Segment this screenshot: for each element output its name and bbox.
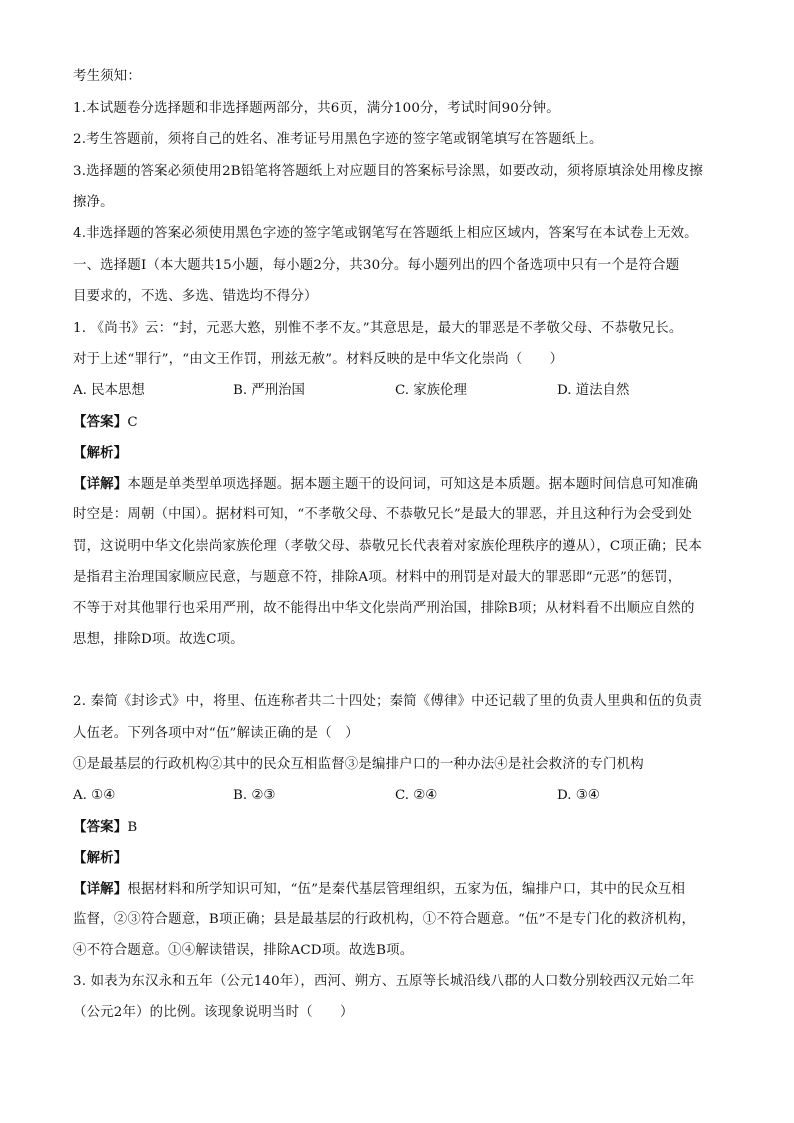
detail-label: 【详解】 <box>73 881 128 897</box>
q2-option-a: A. ①④ <box>73 788 116 803</box>
q2-detail-line2: 监督，②③符合题意，B项正确；县是最基层的行政机构，①不符合题意。“伍”不是专门化的救济机构， <box>73 912 696 927</box>
q1-detail-line6: 思想，排除D项。故选C项。 <box>73 632 244 647</box>
q1-detail-line3: 罚，这说明中华文化崇尚家族伦理（孝敬父母、恭敬兄长代表着对家族伦理秩序的遵从），C项正确；民本 <box>73 539 702 554</box>
section-header-line2: 目要求的，不选、多选、错选均不得分） <box>73 289 318 304</box>
q2-answer <box>73 818 137 837</box>
q1-option-a: A. 民本思想 <box>73 383 145 398</box>
q1-stem-line2: 对于上述“罪行”，“由文王作罚，刑兹无赦”。材料反映的是中华文化崇尚（ ） <box>73 352 564 367</box>
q1-detail-line1: 【详解】本题是单类型单项选择题。据本题主题干的设问词，可知这是本质题。据本题时间信息可知准确 <box>73 476 699 492</box>
q3-stem-line1: 3. 如表为东汉永和五年（公元140年），西河、朔方、五原等长城沿线八郡的人口数分别较西汉元始二年 <box>73 974 695 989</box>
notice-item-1: 1.本试题卷分选择题和非选择题两部分，共6页，满分100分，考试时间90分钟。 <box>73 101 560 116</box>
q1-stem-line1: 1. 《尚书》云：“封，元恶大憝，别惟不孝不友。”其意思是，最大的罪恶是不孝敬父母、不恭敬兄长。 <box>73 321 683 336</box>
notice-item-2: 2.考生答题前，须将自己的姓名、准考证号用黑色字迹的签字笔或钢笔填写在答题纸上。 <box>73 132 603 147</box>
answer-label: 【答案】 <box>73 819 128 835</box>
detail-label: 【详解】 <box>73 476 128 492</box>
q1-answer <box>73 413 138 432</box>
notice-title: 考生须知： <box>73 69 141 84</box>
notice-item-3: 3.选择题的答案必须使用2B铅笔将答题纸上对应题目的答案标号涂黑，如要改动，须将原填涂处用橡皮擦 <box>73 164 703 179</box>
q2-stem-line1: 2. 秦简《封诊式》中，将里、伍连称者共二十四处；秦简《傅律》中还记载了里的负责人里典和伍的负责 <box>73 694 703 709</box>
answer-value: B <box>127 820 138 835</box>
q1-detail-line2: 时空是：周朝（中国）。据材料可知，“不孝敬父母、不恭敬兄长”是最大的罪恶，并且这种行为会受到处 <box>73 507 692 522</box>
answer-label: 【答案】 <box>73 414 128 430</box>
q2-statements: ①是最基层的行政机构②其中的民众互相监督③是编排户口的一种办法④是社会救济的专门机构 <box>73 757 644 772</box>
q2-stem-line2: 人伍老。下列各项中对“伍”解读正确的是（ ） <box>73 726 359 741</box>
q1-option-b: B. 严刑治国 <box>233 383 305 398</box>
q2-detail-line3: ④不符合题意。①④解读错误，排除ACD项。故选B项。 <box>73 943 414 958</box>
q2-option-b: B. ②③ <box>233 788 276 803</box>
q1-detail-line5: 不等于对其他罪行也采用严刑，故不能得出中华文化崇尚严刑治国，排除B项；从材料看不出顺应自然的 <box>73 601 695 616</box>
q1-analysis-label: 【解析】 <box>73 445 128 461</box>
notice-item-3-cont: 擦净。 <box>73 195 114 210</box>
q2-option-d: D. ③④ <box>557 788 600 803</box>
q1-option-d: D. 道法自然 <box>557 383 630 398</box>
q1-detail-line4: 是指君主治理国家顺应民意，与题意不符，排除A项。材料中的刑罚是对最大的罪恶即“元恶”的惩罚， <box>73 570 682 585</box>
q3-stem-line2: （公元2年）的比例。该现象说明当时（ ） <box>73 1005 354 1020</box>
answer-value: C <box>127 415 138 430</box>
q2-option-c: C. ②④ <box>395 788 438 803</box>
q2-detail-line1: 【详解】根据材料和所学知识可知，“伍”是秦代基层管理组织，五家为伍，编排户口，其中的民众互相 <box>73 881 686 897</box>
q2-analysis-label: 【解析】 <box>73 850 128 866</box>
section-header-line1: 一、选择题Ⅰ（本大题共15小题，每小题2分，共30分。每小题列出的四个备选项中只有一个是符合题 <box>73 258 680 273</box>
q1-option-c: C. 家族伦理 <box>395 383 467 398</box>
notice-item-4: 4.非选择题的答案必须使用黑色字迹的签字笔或钢笔写在答题纸上相应区域内，答案写在本试卷上无效。 <box>73 226 698 241</box>
